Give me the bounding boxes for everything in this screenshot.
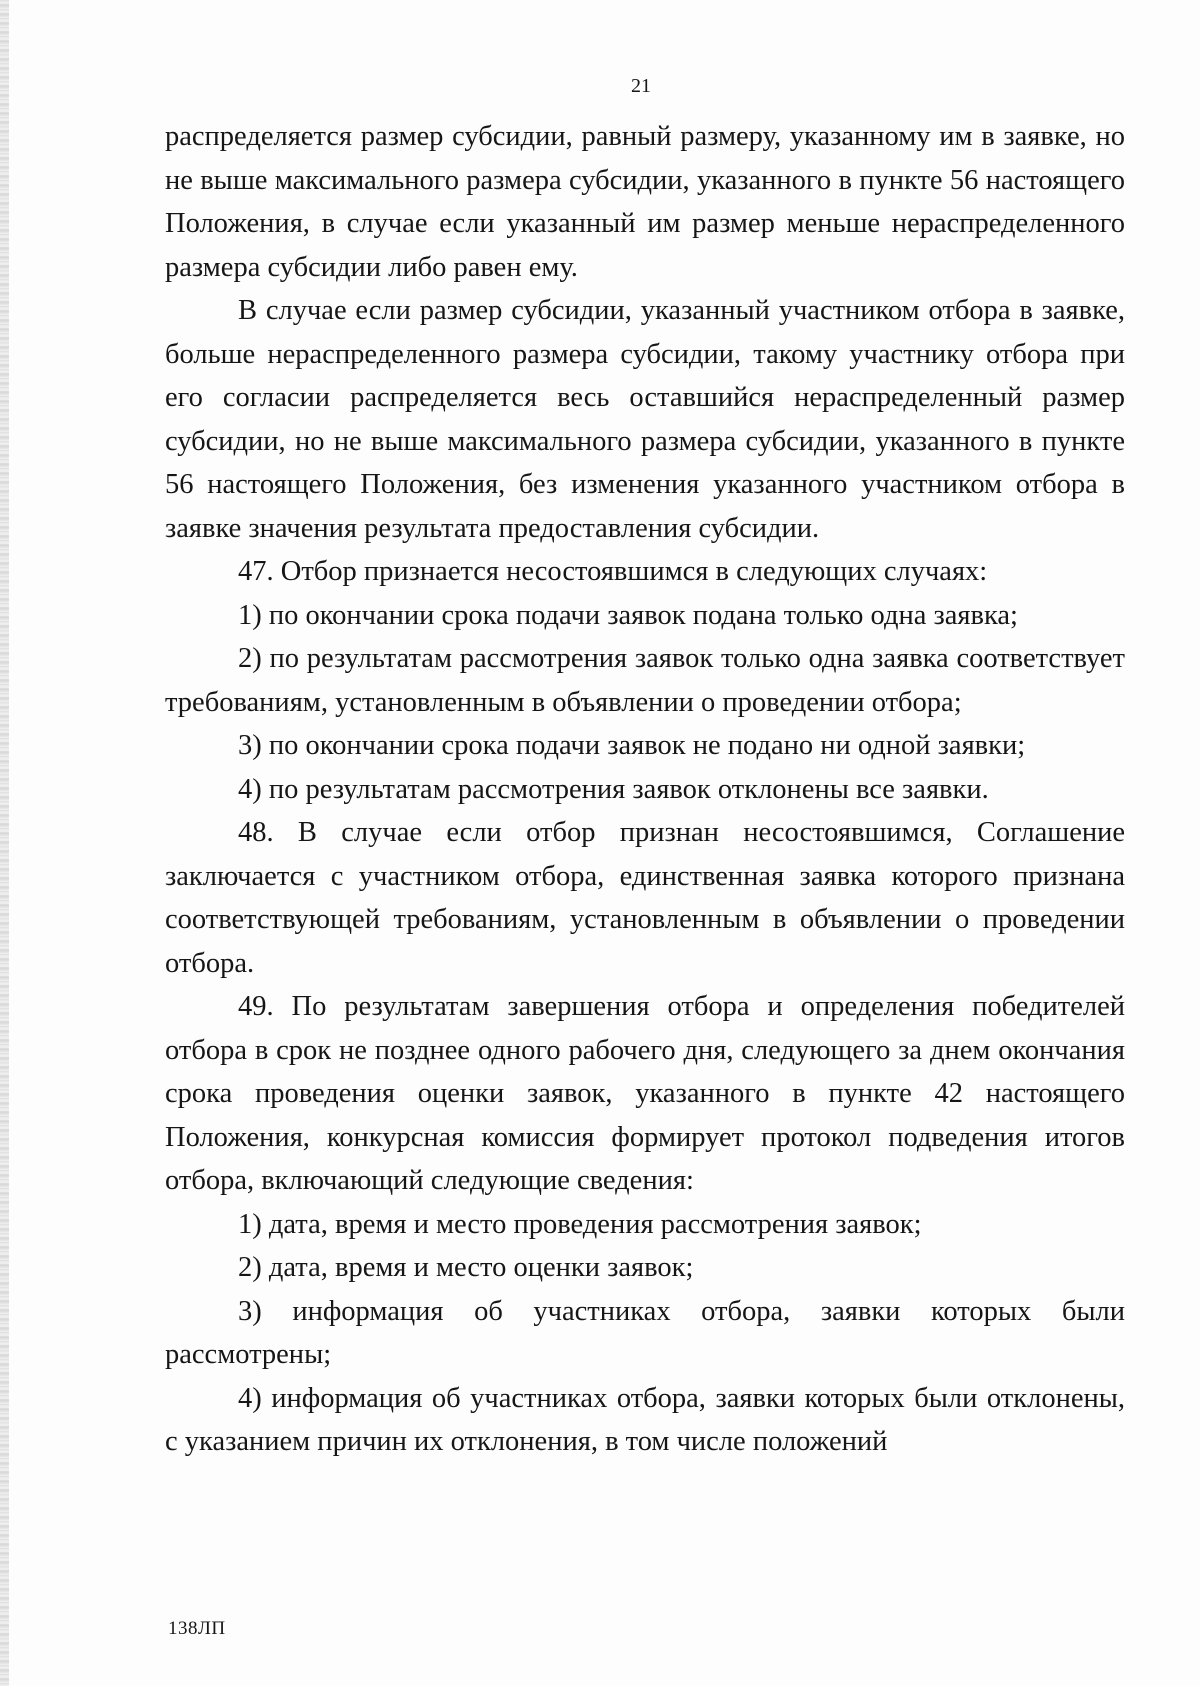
document-code: 138ЛП: [168, 1618, 226, 1639]
paragraph-continuation: распределяется размер субсидии, равный размеру, указанному им в заявке, но не выше максимального размера субсидии, указанного в пункте 56 настоящего Положения, в случае если указанный им размер меньше нераспределенного размера субсидии либо равен ему.: [165, 121, 1125, 283]
paragraph-47-item-4: 4) по результатам рассмотрения заявок отклонены все заявки.: [238, 773, 989, 805]
document-body: [165, 115, 1125, 1464]
paragraph-surplus-distribution: В случае если размер субсидии, указанный участником отбора в заявке, больше нераспределенного размера субсидии, такому участнику отбора при его согласии распределяется весь оставшийся нераспределенный размер субсидии, но не выше максимального размера субсидии, указанного в пункте 56 настоящего Положения, без изменения указанного участником отбора в заявке значения результата предоставления субсидии.: [165, 295, 1125, 544]
page-number: 21: [631, 75, 651, 97]
scan-edge-shadow: [0, 0, 9, 1686]
paragraph-49-item-2: 2) дата, время и место оценки заявок;: [238, 1252, 694, 1283]
paragraph-47-item-1: 1) по окончании срока подачи заявок подана только одна заявка;: [238, 599, 1018, 631]
paragraph-49-item-4: 4) информация об участниках отбора, заявки которых были отклонены, с указанием причин их отклонения, в том числе положений: [165, 1382, 1125, 1457]
paragraph-47-heading: 47. Отбор признается несостоявшимся в следующих случаях:: [238, 556, 988, 587]
paragraph-47-item-2: 2) по результатам рассмотрения заявок только одна заявка соответствует требованиям, установленным в объявлении о проведении отбора;: [165, 643, 1125, 718]
paragraph-49-heading: 49. По результатам завершения отбора и определения победителей отбора в срок не позднее одного рабочего дня, следующего за днем окончания срока проведения оценки заявок, указанного в пункте 42 настоящего Положения, конкурсная комиссия формирует протокол подведения итогов отбора, включающий следующие сведения:: [165, 991, 1125, 1196]
paragraph-47-item-3: 3) по окончании срока подачи заявок не подано ни одной заявки;: [238, 730, 1026, 761]
paragraph-48: 48. В случае если отбор признан несостоявшимся, Соглашение заключается с участником отбора, единственная заявка которого признана соответствующей требованиям, установленным в объявлении о проведении отбора.: [165, 817, 1125, 979]
paragraph-49-item-1: 1) дата, время и место проведения рассмотрения заявок;: [238, 1208, 922, 1240]
paragraph-49-item-3: 3) информация об участниках отбора, заявки которых были рассмотрены;: [165, 1295, 1125, 1370]
